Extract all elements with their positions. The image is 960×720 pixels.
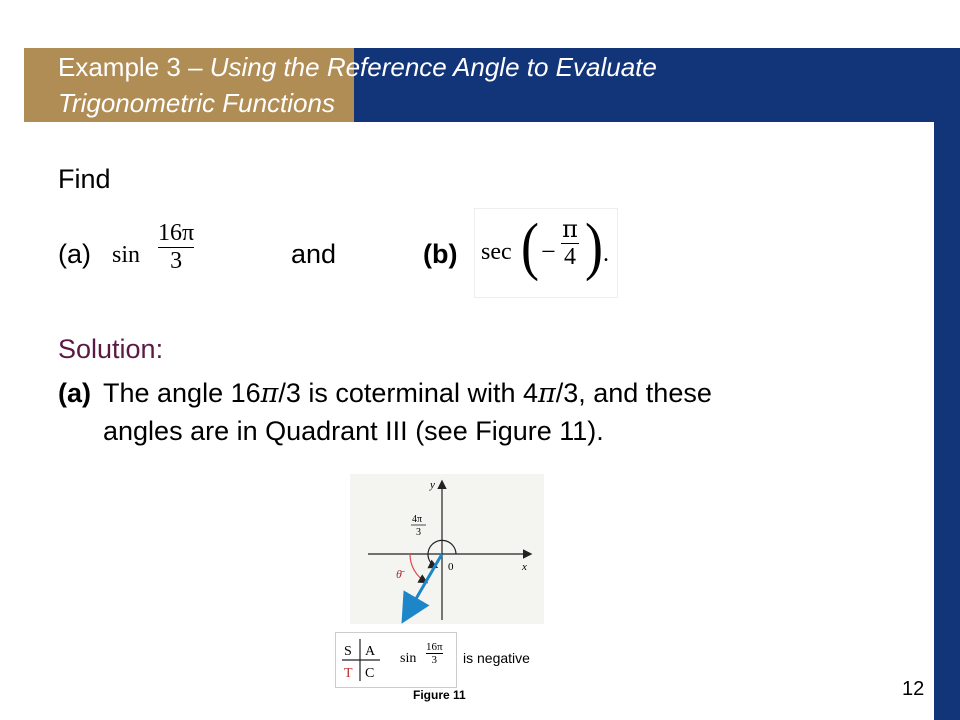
- quadrant-sign-chart: [335, 632, 457, 688]
- fraction-pi-over-4: [561, 215, 579, 271]
- figure-sin-fraction: [426, 641, 443, 666]
- pi-symbol: π: [537, 378, 556, 409]
- solution-a-line2: angles are in Quadrant III (see Figure 11).: [103, 416, 604, 446]
- solution-text: The angle 16: [103, 378, 261, 408]
- fraction-numerator: 16π: [158, 220, 195, 246]
- solution-a-line1: [103, 378, 712, 409]
- quadrant-a: A: [365, 644, 376, 659]
- page-number: 12: [902, 678, 925, 700]
- sin-function: sin: [112, 242, 141, 268]
- part-b-expression: [474, 208, 618, 298]
- figure-sin-denominator: 3: [431, 654, 438, 666]
- part-a-label: (a): [58, 239, 91, 269]
- left-paren: (: [521, 210, 539, 282]
- fraction-denominator: 3: [170, 248, 183, 274]
- angle-numerator: 4π: [412, 514, 423, 525]
- part-b-label: (b): [423, 239, 458, 269]
- fraction-denominator: 4: [564, 244, 576, 270]
- angle-denominator: 3: [416, 527, 421, 538]
- theta-bar-label: θ̄: [396, 567, 402, 581]
- fraction-16pi-over-3: [158, 220, 194, 275]
- reference-angle-arc: [410, 554, 426, 582]
- quadrant-s: S: [344, 644, 352, 659]
- minus-sign: −: [541, 237, 556, 266]
- quadrant-t: T: [344, 666, 353, 681]
- fraction-numerator: π: [562, 215, 578, 243]
- figure-caption: Figure 11: [413, 688, 466, 702]
- figure-sin-numerator: 16π: [426, 641, 443, 653]
- negative-note: is negative: [463, 650, 530, 666]
- slide-title-line2: Trigonometric Functions: [58, 88, 335, 118]
- title-prefix: Example 3 –: [58, 52, 210, 82]
- solution-a-label: (a): [58, 378, 91, 408]
- side-bar: [934, 122, 960, 720]
- quadrant-c: C: [365, 666, 375, 681]
- title-topic: Using the Reference Angle to Evaluate: [209, 52, 657, 82]
- solution-text: /3 is coterminal with 4: [278, 378, 538, 408]
- angle-diagram: [350, 474, 544, 624]
- figure-sin-function: sin: [400, 651, 417, 666]
- pi-symbol: π: [260, 378, 279, 409]
- figure-11-diagram: [350, 474, 544, 624]
- find-label: Find: [58, 164, 111, 194]
- x-axis-label: x: [522, 561, 527, 573]
- right-paren: ): [585, 210, 603, 282]
- solution-label: Solution:: [58, 334, 164, 364]
- part-a-expression: [106, 216, 216, 292]
- and-label: and: [291, 239, 337, 269]
- quadrant-grid: [338, 635, 386, 685]
- period: .: [603, 241, 609, 267]
- solution-text: /3, and these: [555, 378, 712, 408]
- sec-function: sec: [481, 239, 512, 265]
- origin-label: 0: [448, 561, 454, 573]
- y-axis-label: y: [430, 479, 435, 491]
- slide-title-line1: [58, 52, 657, 83]
